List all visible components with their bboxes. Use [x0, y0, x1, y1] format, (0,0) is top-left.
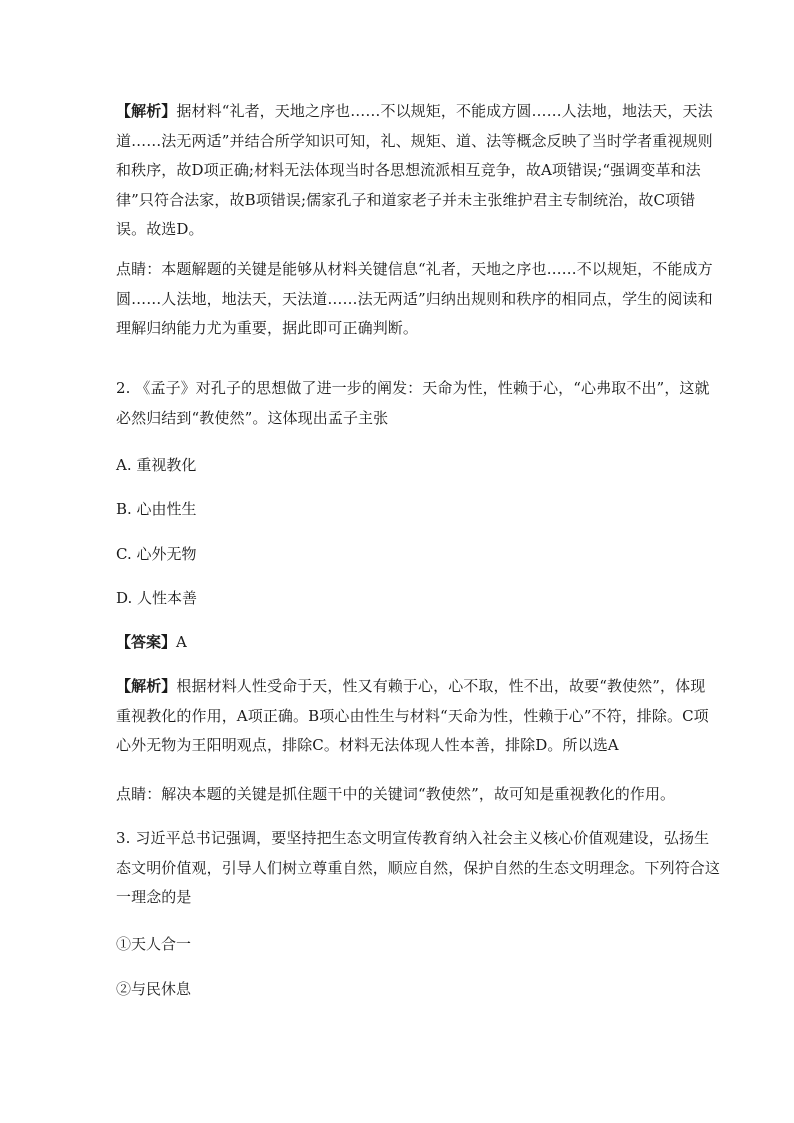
q3-item-1: ①天人合一: [116, 935, 192, 953]
q2-tip: [116, 780, 682, 810]
q3-stem-line: 3. 习近平总书记强调，要坚持把生态文明宣传教育纳入社会主义核心价值观建设，弘扬生: [116, 829, 710, 847]
q2-option-d: D. 人性本善: [116, 589, 198, 607]
q2-stem-line: 必然归结到“教使然”。这体现出孟子主张: [116, 408, 389, 427]
q1-tip-line: 圆……人法地，地法天，天法道……法无两适”归纳出规则和秩序的相同点，学生的阅读和: [116, 289, 713, 308]
q1-tip-paragraph: [116, 255, 713, 344]
answer-value: A: [176, 633, 187, 651]
q1-analysis-paragraph: [116, 97, 713, 245]
q1-analysis-line: 道……法无两适”并结合所学知识可知，礼、规矩、道、法等概念反映了当时学者重视规则: [116, 131, 713, 150]
analysis-label: 【解析】: [116, 677, 177, 695]
q1-analysis-line: 和秩序，故D项正确;材料无法体现当时各思想流派相互竞争，故A项错误;“强调变革和法: [116, 161, 701, 179]
q1-analysis-line: 律”只符合法家，故B项错误;儒家孔子和道家老子并未主张维护君主专制统治，故C项错: [116, 190, 696, 209]
q3-stem-line: 态文明价值观，引导人们树立尊重自然，顺应自然，保护自然的生态文明理念。下列符合这: [116, 858, 721, 877]
q2-stem: [116, 374, 710, 433]
q2-analysis-line: 重视教化的作用，A项正确。B项心由性生与材料“天命为性，性赖于心”不符，排除。C项: [116, 706, 709, 725]
q3-stem-line: 一理念的是: [116, 888, 192, 906]
q2-tip-line: 点睛：解决本题的关键是抓住题干中的关键词“教使然”，故可知是重视教化的作用。: [116, 785, 676, 803]
analysis-label: 【解析】: [116, 102, 177, 120]
q1-tip-line: 点睛：本题解题的关键是能够从材料关键信息“礼者，天地之序也……不以规矩，不能成方: [116, 260, 713, 278]
q2-option-a: A. 重视教化: [116, 456, 197, 474]
q2-answer: [116, 632, 187, 652]
q2-stem-line: 2. 《孟子》对孔子的思想做了进一步的阐发：天命为性，性赖于心，“心弗取不出”，这就: [116, 379, 710, 397]
q2-option-c: C. 心外无物: [116, 545, 197, 563]
q2-option-b: B. 心由性生: [116, 500, 197, 518]
q2-analysis-line: 【解析】根据材料人性受命于天，性又有赖于心，心不取，性不出，故要“教使然”，体现: [116, 677, 706, 695]
q1-analysis-line: 误。故选D。: [116, 220, 204, 238]
q3-item-2: ②与民休息: [116, 980, 192, 998]
q3-stem: [116, 824, 721, 913]
q2-analysis-paragraph: [116, 672, 709, 761]
q1-analysis-line: 【解析】据材料“礼者，天地之序也……不以规矩，不能成方圆……人法地，地法天，天法: [116, 102, 713, 120]
answer-label: 【答案】: [116, 633, 177, 651]
q2-analysis-line: 心外无物为王阳明观点，排除C。材料无法体现人性本善，排除D。所以选A: [116, 736, 619, 754]
q1-tip-line: 理解归纳能力尤为重要，据此即可正确判断。: [116, 319, 419, 337]
